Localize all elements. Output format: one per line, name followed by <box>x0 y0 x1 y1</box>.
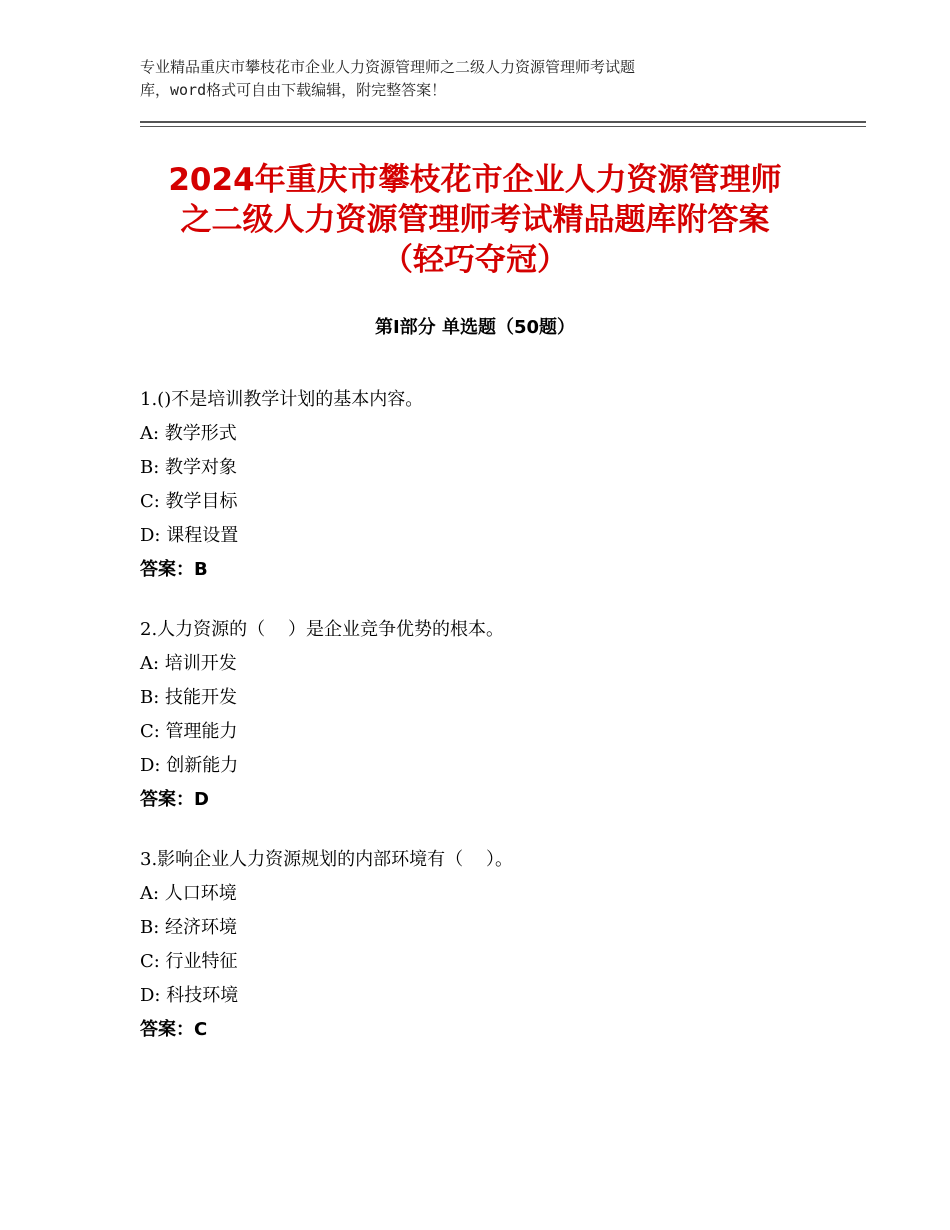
answer-label: 答案：D <box>140 789 209 810</box>
question-list <box>140 383 860 1073</box>
header-note-line-1: 专业精品重庆市攀枝花市企业人力资源管理师之二级人力资源管理师考试题 <box>140 58 636 76</box>
header-divider-thin <box>140 126 866 127</box>
answer-label: 答案：C <box>140 1019 208 1040</box>
document-title-line-1: 2024年重庆市攀枝花市企业人力资源管理师 <box>168 162 782 198</box>
option-c: C: 管理能力 <box>140 721 238 742</box>
header-note-line-2: 库，word格式可自由下载编辑，附完整答案！ <box>140 81 447 99</box>
option-a: A: 教学形式 <box>140 423 237 444</box>
option-d: D: 课程设置 <box>140 525 239 546</box>
question-3 <box>140 843 860 1047</box>
document-title-line-3: （轻巧夺冠） <box>382 242 568 278</box>
answer-label: 答案：B <box>140 559 208 580</box>
option-b: B: 技能开发 <box>140 687 238 708</box>
header-divider-thick <box>140 121 866 123</box>
document-title-line-2: 之二级人力资源管理师考试精品题库附答案 <box>180 202 770 238</box>
option-d: D: 科技环境 <box>140 985 239 1006</box>
option-b: B: 经济环境 <box>140 917 238 938</box>
question-stem: 1.()不是培训教学计划的基本内容。 <box>140 389 424 410</box>
header-note <box>140 56 780 102</box>
option-a: A: 培训开发 <box>140 653 237 674</box>
section-title: 第Ⅰ部分 单选题（50题） <box>374 317 575 338</box>
option-c: C: 行业特征 <box>140 951 238 972</box>
option-b: B: 教学对象 <box>140 457 238 478</box>
question-2 <box>140 613 860 817</box>
question-stem: 3.影响企业人力资源规划的内部环境有（ ）。 <box>140 849 514 870</box>
document-title <box>100 160 850 280</box>
option-d: D: 创新能力 <box>140 755 239 776</box>
question-stem: 2.人力资源的（ ）是企业竞争优势的根本。 <box>140 619 505 640</box>
option-c: C: 教学目标 <box>140 491 238 512</box>
question-1 <box>140 383 860 587</box>
option-a: A: 人口环境 <box>140 883 237 904</box>
